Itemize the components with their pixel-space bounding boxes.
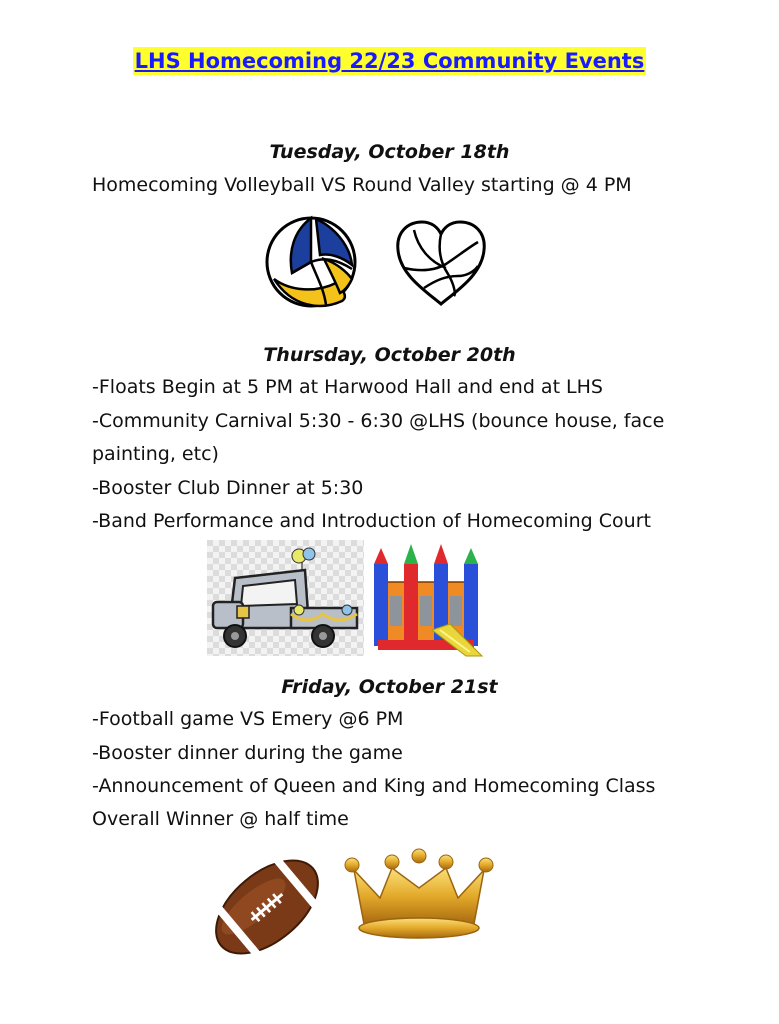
page-title [0,49,779,73]
football-icon [207,850,327,965]
volleyball-heart-icon [394,218,488,308]
event-line: Overall Winner @ half time [92,808,349,830]
volleyball-icon [264,213,359,311]
event-line: -Band Performance and Introduction of Homecoming Court [92,510,651,532]
event-line: -Community Carnival 5:30 - 6:30 @LHS (bounce house, face [92,410,665,432]
event-line: -Floats Begin at 5 PM at Harwood Hall and end at LHS [92,376,603,398]
section-heading-tuesday: Tuesday, October 18th [269,141,510,163]
section-heading-friday: Friday, October 21st [281,676,498,698]
crown-icon [344,848,494,940]
event-line: -Booster Club Dinner at 5:30 [92,477,364,499]
section-heading-thursday: Thursday, October 20th [263,344,516,366]
event-line: -Football game VS Emery @6 PM [92,708,404,730]
event-line: -Announcement of Queen and King and Homecoming Class [92,775,656,797]
bounce-house-icon [370,540,486,664]
page-title-text: LHS Homecoming 22/23 Community Events [134,49,645,73]
event-line: Homecoming Volleyball VS Round Valley starting @ 4 PM [92,174,632,196]
event-line: -Booster dinner during the game [92,742,403,764]
parade-float-icon [207,540,364,656]
event-line: painting, etc) [92,443,219,465]
